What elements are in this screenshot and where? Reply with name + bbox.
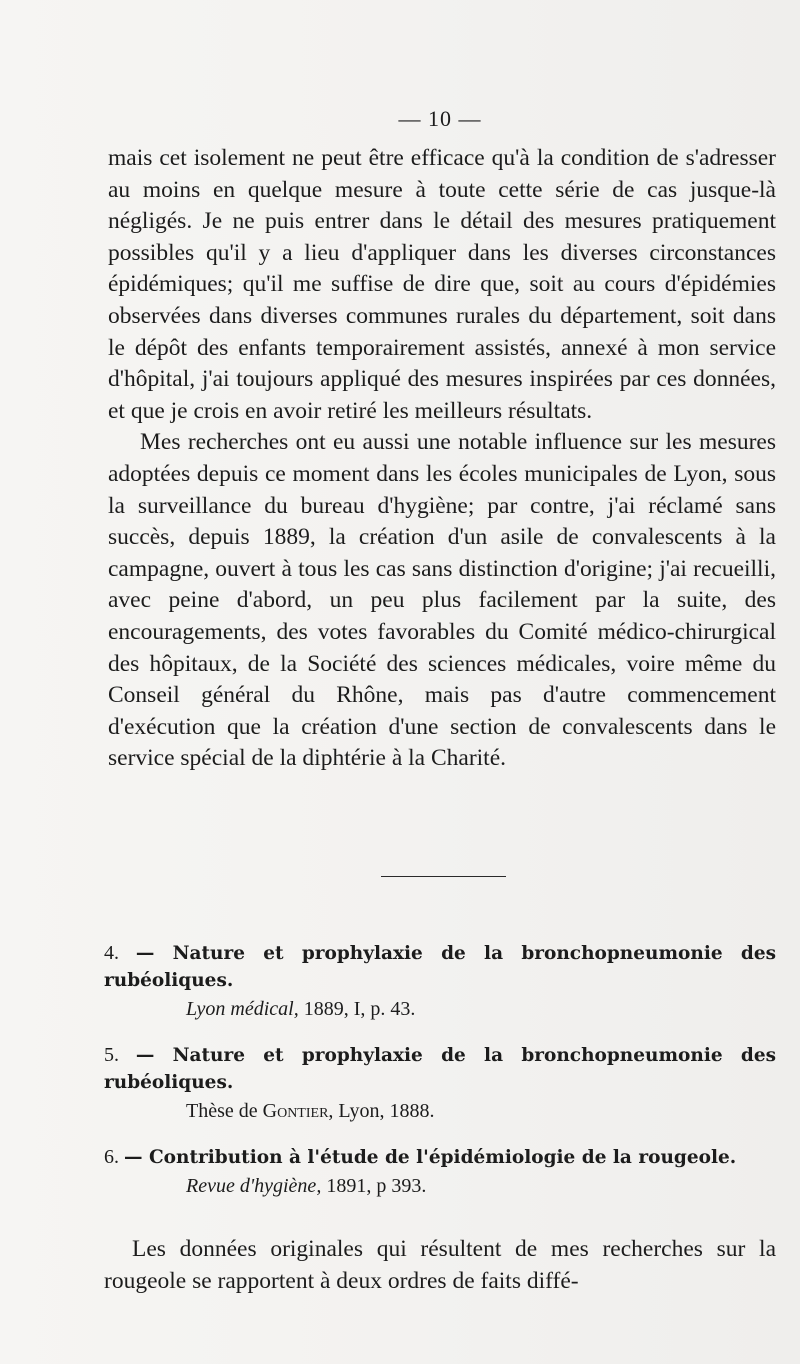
citation-prefix: Thèse de xyxy=(186,1100,258,1122)
reference-item-5 xyxy=(104,1042,776,1126)
author-name: Gontier, xyxy=(262,1100,334,1122)
citation-details: 1891, p 393. xyxy=(326,1175,427,1197)
reference-title: — Nature et prophylaxie de la bronchopneumonie des rubéoliques. xyxy=(104,943,777,991)
reference-list xyxy=(104,940,776,1219)
reference-title: — Contribution à l'étude de l'épidémiologie de la rougeole. xyxy=(124,1147,737,1168)
reference-citation xyxy=(104,1096,776,1126)
paragraph-1: mais cet isolement ne peut être efficace qu'à la condition de s'adresser au moins en quelque mesure à toute cette série de cas jusque-là négligés. Je ne puis entrer dans le détail des mesures pratiquement possibles qu'il y a lieu d'appliquer dans les diverses circonstances épidémiques; qu'il me suffise de dire que, soit au cours d'épidémies observées dans diverses communes rurales du département, soit dans le dépôt des enfants temporairement assistés, annexé à mon service d'hôpital, j'ai toujours appliqué des mesures inspirées par ces données, et que je crois en avoir retiré les meilleurs résultats. xyxy=(108,145,776,424)
reference-number: 6. xyxy=(104,1146,119,1168)
closing-paragraph: Les données originales qui résultent de mes recherches sur la rougeole se rapportent à deux ordres de faits diffé- xyxy=(104,1236,776,1294)
page-number: — 10 — xyxy=(398,106,482,131)
reference-citation xyxy=(104,1171,776,1201)
paragraph-2: Mes recherches ont eu aussi une notable influence sur les mesures adoptées depuis ce moment dans les écoles municipales de Lyon, sous la surveillance du bureau d'hygiène; par contre, j'ai réclamé sans succès, depuis 1889, la création d'un asile de convalescents à la campagne, ouvert à tous les cas sans distinction d'origine; j'ai recueilli, avec peine d'abord, un peu plus facilement par la suite, des encouragements, des votes favorables du Comité médico-chirurgical des hôpitaux, de la Société des sciences médicales, voire même du Conseil général du Rhône, mais pas d'autre commencement d'exécution que la création d'une section de convalescents dans le service spécial de la diphtérie à la Charité. xyxy=(108,429,776,772)
section-divider xyxy=(381,876,506,877)
citation-details: Lyon, 1888. xyxy=(338,1100,435,1122)
journal-name: Revue d'hygiène, xyxy=(186,1175,322,1197)
reference-title: — Nature et prophylaxie de la bronchopneumonie des rubéoliques. xyxy=(104,1045,777,1093)
reference-item-6 xyxy=(104,1144,776,1201)
body-text xyxy=(108,143,776,775)
reference-number: 4. xyxy=(104,942,119,964)
reference-citation xyxy=(104,994,776,1024)
journal-name: Lyon médical, xyxy=(186,998,299,1020)
citation-details: 1889, I, p. 43. xyxy=(303,998,416,1020)
reference-item-4 xyxy=(104,940,776,1024)
reference-number: 5. xyxy=(104,1044,119,1066)
